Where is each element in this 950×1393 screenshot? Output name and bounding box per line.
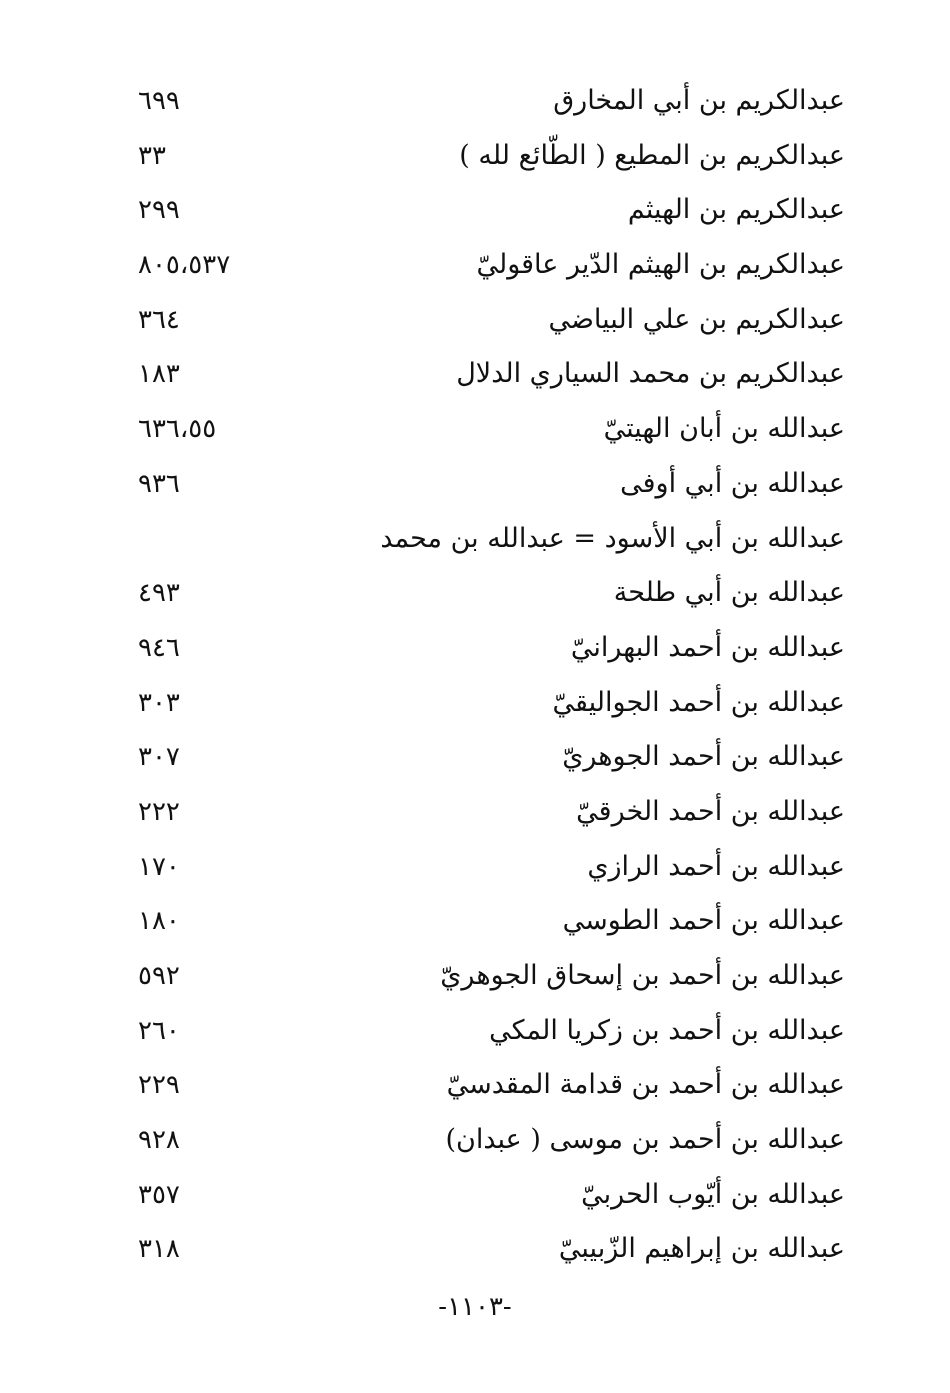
entry-name: عبدالله بن أحمد بن قدامة المقدسيّ <box>446 1069 845 1101</box>
entry-name: عبدالكريم بن محمد السياري الدلال <box>456 358 845 390</box>
index-entry <box>0 620 950 675</box>
entry-pages: ١٧٠ <box>138 851 180 882</box>
index-entry <box>0 456 950 511</box>
index-entry <box>0 73 950 128</box>
entry-name: عبدالله بن أحمد البهرانيّ <box>570 631 845 663</box>
entry-pages: ٢٢٢ <box>138 796 180 827</box>
index-entry <box>0 565 950 620</box>
entry-pages: ٢٢٩ <box>138 1070 180 1101</box>
entry-name: عبدالكريم بن أبي المخارق <box>553 85 845 116</box>
entry-pages: ٦٣٦،٥٥ <box>138 414 217 445</box>
index-entry <box>0 1057 950 1112</box>
entry-pages: ٩٢٨ <box>138 1125 180 1156</box>
entry-pages: ٢٦٠ <box>138 1015 180 1046</box>
entry-name: عبدالكريم بن الهيثم الدّير عاقوليّ <box>476 249 845 281</box>
entry-name: عبدالله بن أحمد بن زكريا المكي <box>489 1014 845 1046</box>
page-number: -١١٠٣- <box>438 1292 512 1322</box>
index-entry <box>0 401 950 456</box>
entry-name: عبدالله بن أحمد الجواليقيّ <box>552 686 845 718</box>
index-entry <box>0 511 950 566</box>
entry-name: عبدالله بن أبي طلحة <box>613 577 845 609</box>
entry-name: عبدالكريم بن الهيثم <box>627 194 845 226</box>
index-entry <box>0 346 950 401</box>
index-entry <box>0 128 950 183</box>
entry-name: عبدالكريم بن علي البياضي <box>548 303 845 335</box>
entry-pages: ٢٩٩ <box>138 195 180 226</box>
entry-name: عبدالله بن إبراهيم الزّبيبيّ <box>558 1233 845 1265</box>
entry-pages: ٣١٨ <box>138 1234 180 1265</box>
index-entry <box>0 1221 950 1276</box>
entry-pages: ٥٩٢ <box>138 961 180 991</box>
entry-pages: ٣٠٣ <box>138 687 180 718</box>
entry-name: عبدالله بن أيّوب الحربيّ <box>581 1178 845 1210</box>
entry-name: عبدالكريم بن المطيع ( الطّائع لله ) <box>459 139 845 171</box>
entry-pages: ١٨٣ <box>138 359 180 390</box>
entry-name: عبدالله بن أحمد الرازي <box>587 850 845 882</box>
index-entry <box>0 948 950 1003</box>
index-entry <box>0 292 950 347</box>
index-entry <box>0 729 950 784</box>
entry-pages: ٨٠٥،٥٣٧ <box>138 250 231 281</box>
index-entry <box>0 1112 950 1167</box>
entry-pages: ٣٥٧ <box>138 1179 180 1210</box>
index-entry <box>0 1003 950 1058</box>
index-entry <box>0 893 950 948</box>
index-entry <box>0 784 950 839</box>
entry-name: عبدالله بن أبي أوفى <box>620 467 845 499</box>
entry-name: عبدالله بن أحمد بن موسى ( عبدان) <box>445 1124 845 1156</box>
index-entry <box>0 839 950 894</box>
entry-pages: ١٨٠ <box>138 906 180 937</box>
entry-name: عبدالله بن أحمد بن إسحاق الجوهريّ <box>440 960 845 991</box>
entry-name: عبدالله بن أحمد الخرقيّ <box>576 795 845 827</box>
entry-pages: ٣٣ <box>138 140 166 171</box>
entry-pages: ٦٩٩ <box>138 86 180 116</box>
index-entry <box>0 182 950 237</box>
entry-name: عبدالله بن أبي الأسود = عبدالله بن محمد <box>380 522 845 554</box>
index-list <box>0 73 950 1276</box>
entry-pages: ٤٩٣ <box>138 578 180 609</box>
entry-pages: ٩٣٦ <box>138 468 180 499</box>
entry-name: عبدالله بن أحمد الطوسي <box>562 905 845 937</box>
index-entry <box>0 1167 950 1222</box>
entry-pages: ٣٠٧ <box>138 742 180 773</box>
entry-name: عبدالله بن أحمد الجوهريّ <box>562 741 845 773</box>
entry-pages: ٣٦٤ <box>138 304 180 335</box>
entry-name: عبدالله بن أبان الهيتيّ <box>603 413 845 445</box>
entry-pages: ٩٤٦ <box>138 632 180 663</box>
index-entry <box>0 675 950 730</box>
index-entry <box>0 237 950 292</box>
